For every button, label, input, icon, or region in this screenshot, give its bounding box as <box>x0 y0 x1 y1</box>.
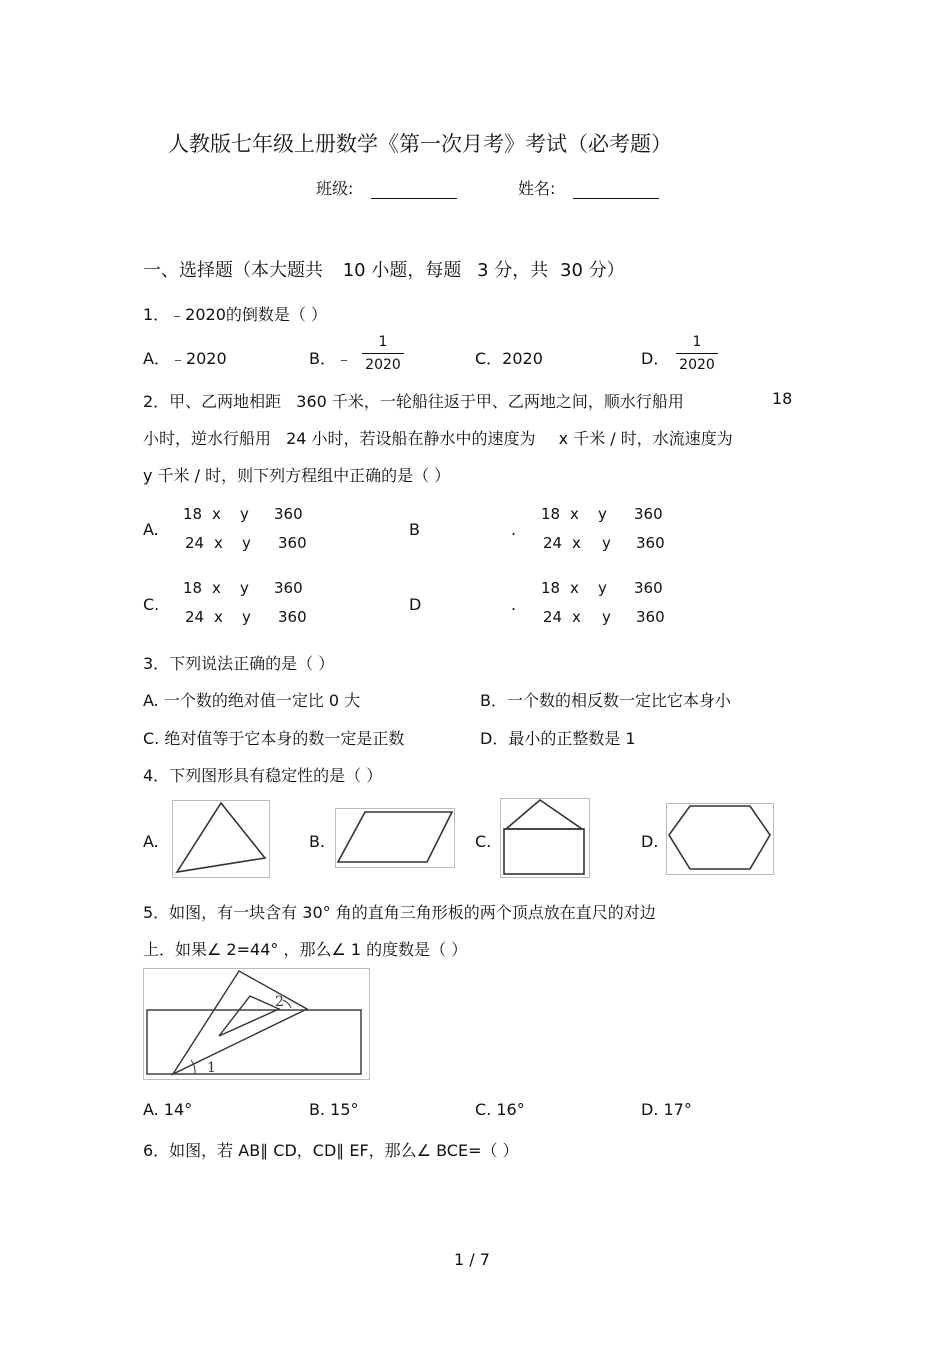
question-count: 10 <box>342 260 366 281</box>
section-heading-mid: 小题，每题 <box>371 260 462 281</box>
eq-term: x <box>212 579 221 597</box>
eq-term: x <box>572 608 581 626</box>
house-figure <box>500 798 590 878</box>
fraction-bar <box>362 353 404 354</box>
q1-option-d-fraction <box>676 334 718 373</box>
q2-option-c-label: C. <box>143 595 160 614</box>
q5-option-d: D. 17° <box>641 1100 692 1119</box>
q2-option-d-dot: . <box>511 595 517 614</box>
q4-option-c-label: C. <box>475 832 492 851</box>
q2-line1-b: 360 千米，一轮船往返于甲、乙两地之间，顺水行船用 <box>296 392 684 411</box>
eq-term: x <box>570 579 579 597</box>
q4-stem: 4．下列图形具有稳定性的是（ ） <box>143 766 383 785</box>
q3-option-b: B．一个数的相反数一定比它本身小 <box>480 691 731 710</box>
q5-option-b: B. 15° <box>309 1100 359 1119</box>
q2-line3: y 千米 / 时，则下列方程组中正确的是（ ） <box>143 466 451 485</box>
eq-term: 360 <box>274 505 303 523</box>
q2-line2-c: x 千米 / 时，水流速度为 <box>558 429 733 448</box>
q5-line1: 5．如图，有一块含有 30° 角的直角三角形板的两个顶点放在直尺的对边 <box>143 903 656 922</box>
class-field <box>316 176 457 199</box>
section-heading-text: 一、选择题（本大题共 <box>143 260 323 281</box>
q2-option-b-dot: . <box>511 520 517 539</box>
hexagon-figure <box>666 803 774 875</box>
q1-option-c: C．2020 <box>475 349 543 368</box>
q1-option-a: A．﹣2020 <box>143 349 227 368</box>
q2-option-d-label: D <box>409 595 422 614</box>
eq-term: 360 <box>274 579 303 597</box>
eq-term: y <box>598 579 607 597</box>
q2-option-a-label: A. <box>143 520 159 539</box>
eq-term: x <box>214 608 223 626</box>
q1-option-d: D． <box>641 349 670 368</box>
q1-option-b: B．﹣ <box>309 349 352 368</box>
eq-term: y <box>242 608 251 626</box>
eq-term: 18 <box>183 579 203 597</box>
q5-line2: 上．如果∠ 2=44° ，那么∠ 1 的度数是（ ） <box>143 940 468 959</box>
q2-line2 <box>143 426 733 449</box>
fraction-denominator: 2020 <box>365 357 401 373</box>
class-blank <box>371 180 457 199</box>
eq-term: 18 <box>541 505 561 523</box>
eq-term: 360 <box>278 534 307 552</box>
q2-line1 <box>143 389 684 412</box>
points-each: 3 <box>477 260 489 281</box>
q4-option-a-label: A. <box>143 832 159 851</box>
q6-stem: 6．如图，若 AB∥ CD，CD∥ EF，那么∠ BCE=（ ） <box>143 1141 519 1160</box>
set-square-inner <box>219 996 279 1036</box>
q3-option-a: A. 一个数的绝对值一定比 0 大 <box>143 691 361 710</box>
eq-term: y <box>242 534 251 552</box>
section-heading-end: 分） <box>588 260 625 281</box>
angle-2-label: 2 <box>275 994 284 1010</box>
angle-1-label: 1 <box>207 1060 216 1076</box>
class-label: 班级: <box>316 179 354 198</box>
q2-line2-b: 24 小时，若设船在静水中的速度为 <box>286 429 536 448</box>
q2-line1-a: 2．甲、乙两地相距 <box>143 392 282 411</box>
q3-stem: 3．下列说法正确的是（ ） <box>143 654 335 673</box>
q4-option-d-label: D. <box>641 832 659 851</box>
eq-term: y <box>602 534 611 552</box>
eq-term: x <box>214 534 223 552</box>
eq-term: 24 <box>185 534 205 552</box>
fraction-numerator: 1 <box>378 334 388 350</box>
name-field <box>518 176 659 199</box>
fraction-numerator: 1 <box>692 334 702 350</box>
eq-term: 24 <box>185 608 205 626</box>
q3-option-d: D．最小的正整数是 1 <box>480 729 636 748</box>
eq-term: y <box>240 579 249 597</box>
page-number: 1 / 7 <box>454 1250 490 1269</box>
eq-term: x <box>570 505 579 523</box>
q5-option-a: A. 14° <box>143 1100 193 1119</box>
eq-term: y <box>598 505 607 523</box>
fraction-bar <box>676 353 718 354</box>
q4-option-b-label: B. <box>309 832 326 851</box>
page-title: 人教版七年级上册数学《第一次月考》考试（必考题） <box>168 132 672 156</box>
q5-option-c: C. 16° <box>475 1100 525 1119</box>
name-label: 姓名: <box>518 179 556 198</box>
name-blank <box>573 180 659 199</box>
section-heading-mid2: 分，共 <box>494 260 549 281</box>
eq-term: 24 <box>543 608 563 626</box>
eq-term: 360 <box>636 608 665 626</box>
eq-term: 360 <box>278 608 307 626</box>
fraction-denominator: 2020 <box>679 357 715 373</box>
eq-term: 360 <box>636 534 665 552</box>
q1-stem: 1．﹣2020的倒数是（ ） <box>143 305 327 324</box>
eq-term: x <box>572 534 581 552</box>
q2-line1-end: 18 <box>772 389 793 408</box>
section-heading <box>143 256 625 282</box>
q2-option-b-label: B <box>409 520 420 539</box>
eq-term: y <box>602 608 611 626</box>
eq-term: 18 <box>183 505 203 523</box>
q1-option-b-fraction <box>362 334 404 373</box>
eq-term: x <box>212 505 221 523</box>
points-total: 30 <box>560 260 583 281</box>
q3-option-c: C. 绝对值等于它本身的数一定是正数 <box>143 729 405 748</box>
set-square-outer <box>173 971 307 1074</box>
q2-line2-a: 小时，逆水行船用 <box>143 429 272 448</box>
eq-term: 18 <box>541 579 561 597</box>
parallelogram-figure <box>335 808 455 868</box>
eq-term: 360 <box>634 579 663 597</box>
triangle-figure <box>172 800 270 878</box>
eq-term: y <box>240 505 249 523</box>
eq-term: 24 <box>543 534 563 552</box>
eq-term: 360 <box>634 505 663 523</box>
ruler-triangle-figure <box>143 968 370 1080</box>
